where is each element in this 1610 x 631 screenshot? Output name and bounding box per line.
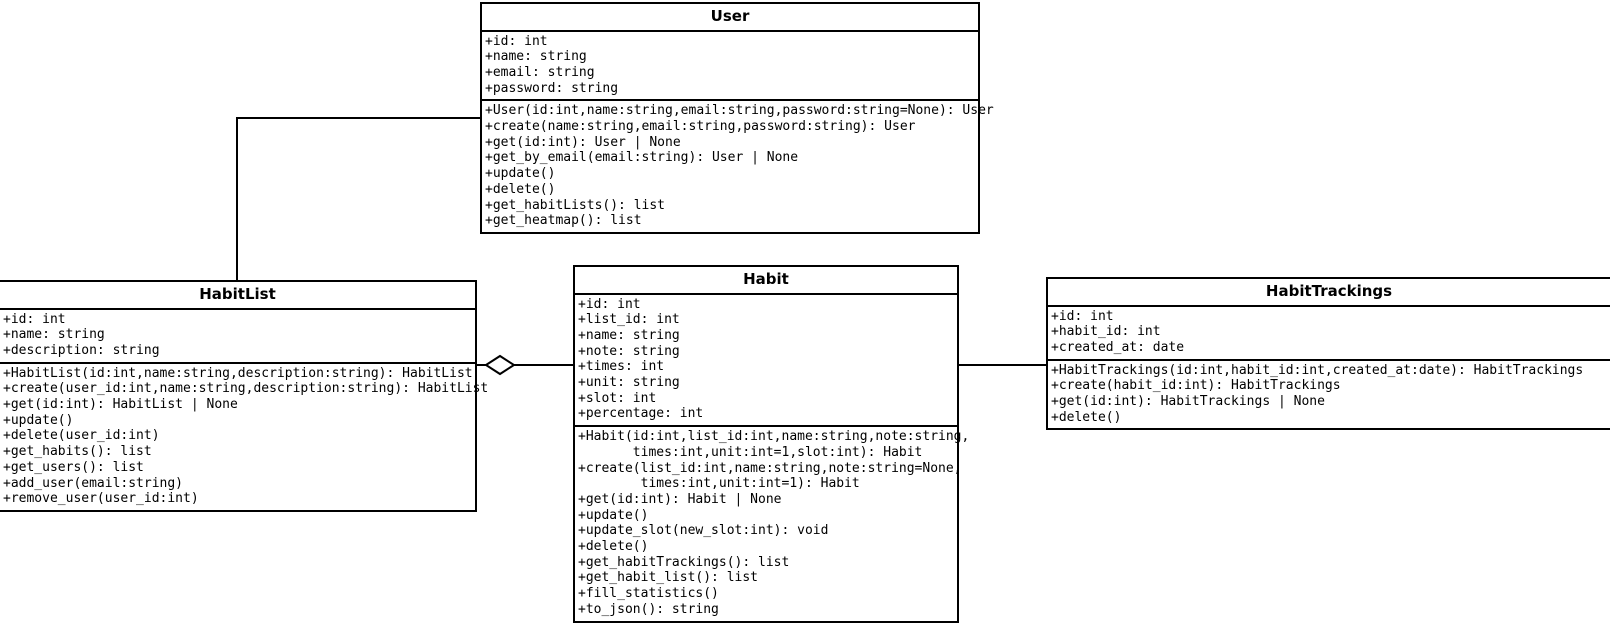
class-attributes-habittrackings bbox=[1048, 307, 1610, 359]
aggregation-diamond bbox=[484, 352, 516, 378]
class-member: +update_slot(new_slot:int): void bbox=[578, 523, 829, 539]
class-member: +get_habits(): list bbox=[3, 444, 152, 460]
class-member: +delete() bbox=[578, 539, 649, 555]
class-member: +create(user_id:int,name:string,description:string): HabitList bbox=[3, 381, 489, 397]
class-member: +unit: string bbox=[578, 375, 680, 391]
class-member: +update() bbox=[485, 166, 556, 182]
class-member: +Habit(id:int,list_id:int,name:string,note:string, bbox=[578, 429, 970, 445]
class-member: +get_heatmap(): list bbox=[485, 213, 642, 229]
class-box-habittrackings[interactable] bbox=[1046, 277, 1610, 430]
class-methods-habittrackings bbox=[1048, 359, 1610, 429]
class-member: +description: string bbox=[3, 342, 160, 358]
class-box-habitlist[interactable] bbox=[0, 280, 489, 512]
edge-user-habitlist-vertical bbox=[236, 117, 238, 284]
class-title-user: User bbox=[482, 4, 978, 32]
class-member: +get(id:int): User | None bbox=[485, 134, 681, 150]
class-member: +slot: int bbox=[578, 390, 657, 406]
class-member: +HabitTrackings(id:int,habit_id:int,created_at:date): HabitTrackings bbox=[1051, 362, 1584, 378]
class-member: +name: string bbox=[485, 49, 587, 65]
class-member: +delete(user_id:int) bbox=[3, 428, 160, 444]
class-title-habitlist: HabitList bbox=[0, 282, 475, 310]
class-member: +created_at: date bbox=[1051, 339, 1185, 355]
class-title-habit: Habit bbox=[575, 267, 957, 295]
class-member: +remove_user(user_id:int) bbox=[3, 491, 199, 507]
class-attributes-habitlist bbox=[0, 310, 475, 362]
class-member: +get_habit_list(): list bbox=[578, 570, 759, 586]
class-member: +fill_statistics() bbox=[578, 586, 719, 602]
class-member: +id: int bbox=[485, 33, 548, 49]
class-member: +delete() bbox=[485, 181, 556, 197]
class-member: +add_user(email:string) bbox=[3, 475, 184, 491]
class-member: +get_habitLists(): list bbox=[485, 197, 666, 213]
class-member: +get(id:int): HabitTrackings | None bbox=[1051, 394, 1325, 410]
edge-user-habitlist-horizontal bbox=[236, 117, 482, 119]
class-member: +times: int bbox=[578, 359, 665, 375]
class-box-user[interactable] bbox=[480, 2, 994, 234]
class-methods-habitlist bbox=[0, 362, 489, 510]
class-member: times:int,unit:int=1): Habit bbox=[578, 476, 860, 492]
class-member: +habit_id: int bbox=[1051, 324, 1161, 340]
class-member: +create(habit_id:int): HabitTrackings bbox=[1051, 378, 1341, 394]
class-member: times:int,unit:int=1,slot:int): Habit bbox=[578, 444, 923, 460]
class-member: +percentage: int bbox=[578, 406, 704, 422]
class-box-habit[interactable] bbox=[573, 265, 970, 623]
class-member: +get_habitTrackings(): list bbox=[578, 554, 790, 570]
class-member: +name: string bbox=[3, 327, 105, 343]
class-member: +get_by_email(email:string): User | None bbox=[485, 150, 799, 166]
class-member: +name: string bbox=[578, 327, 680, 343]
class-methods-user bbox=[482, 99, 994, 232]
class-member: +HabitList(id:int,name:string,description:string): HabitList bbox=[3, 365, 473, 381]
edge-habit-habittrackings bbox=[958, 364, 1048, 366]
class-methods-habit bbox=[575, 425, 970, 620]
class-member: +note: string bbox=[578, 343, 680, 359]
class-member: +to_json(): string bbox=[578, 601, 719, 617]
class-member: +list_id: int bbox=[578, 312, 680, 328]
class-member: +create(name:string,email:string,password:string): User bbox=[485, 119, 916, 135]
class-attributes-habit bbox=[575, 295, 957, 426]
class-member: +email: string bbox=[485, 64, 595, 80]
class-member: +id: int bbox=[1051, 308, 1114, 324]
class-member: +id: int bbox=[578, 296, 641, 312]
class-attributes-user bbox=[482, 32, 978, 100]
class-member: +password: string bbox=[485, 80, 619, 96]
class-member: +User(id:int,name:string,email:string,password:string=None): User bbox=[485, 103, 994, 119]
class-member: +update() bbox=[578, 507, 649, 523]
class-member: +create(list_id:int,name:string,note:string=None, bbox=[578, 460, 962, 476]
class-member: +delete() bbox=[1051, 409, 1122, 425]
class-title-habittrackings: HabitTrackings bbox=[1048, 279, 1610, 307]
class-member: +get_users(): list bbox=[3, 459, 144, 475]
class-member: +get(id:int): HabitList | None bbox=[3, 397, 238, 413]
class-member: +get(id:int): Habit | None bbox=[578, 491, 782, 507]
class-member: +id: int bbox=[3, 311, 66, 327]
class-member: +update() bbox=[3, 412, 74, 428]
